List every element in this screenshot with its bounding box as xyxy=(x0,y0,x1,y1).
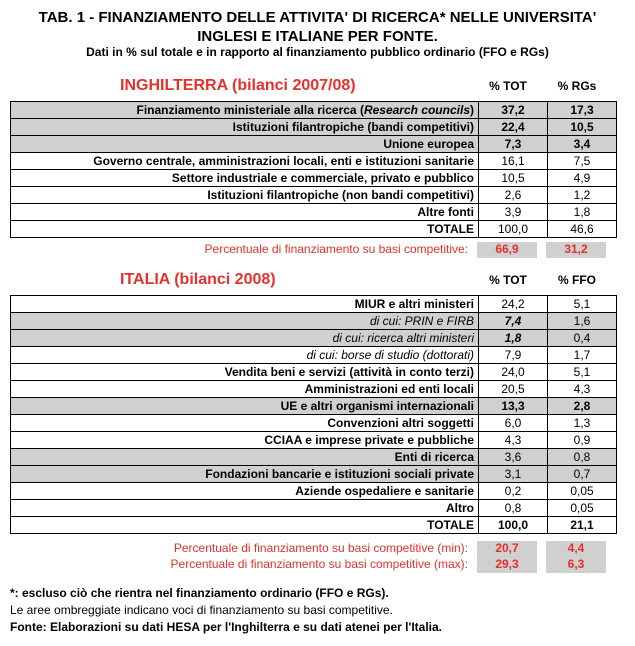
row-label: Vendita beni e servizi (attività in conto terzi) xyxy=(11,364,479,381)
table-row xyxy=(11,170,617,187)
cell-tot: 3,1 xyxy=(479,466,548,483)
footnote-asterisk: *: escluso ciò che rientra nel finanziamento ordinario (FFO e RGs). xyxy=(10,586,389,600)
it-col-rel-header: % FFO xyxy=(558,273,596,287)
cell-rel: 0,8 xyxy=(548,449,617,466)
uk-competitive-summary xyxy=(10,242,623,258)
row-label: Aziende ospedaliere e sanitarie xyxy=(11,483,479,500)
cell-rel: 5,1 xyxy=(548,364,617,381)
cell-rel: 3,4 xyxy=(548,136,617,153)
row-label: Amministrazioni ed enti locali xyxy=(11,381,479,398)
summary-row xyxy=(10,242,623,258)
cell-tot: 100,0 xyxy=(479,221,548,238)
summary-rel: 31,2 xyxy=(546,242,606,258)
table-row xyxy=(11,296,617,313)
row-label: UE e altri organismi internazionali xyxy=(11,398,479,415)
cell-rel: 1,3 xyxy=(548,415,617,432)
uk-col-rel-header: % RGs xyxy=(557,79,597,93)
cell-tot: 37,2 xyxy=(479,102,548,119)
table-row xyxy=(11,330,617,347)
table-title xyxy=(0,8,635,46)
summary-row-min xyxy=(10,541,623,557)
it-col-tot-header: % TOT xyxy=(489,273,527,287)
row-label: di cui: PRIN e FIRB xyxy=(11,313,479,330)
row-label: Enti di ricerca xyxy=(11,449,479,466)
summary-label: Percentuale di finanziamento su basi competitive (max): xyxy=(170,557,468,571)
cell-rel: 0,4 xyxy=(548,330,617,347)
cell-tot: 6,0 xyxy=(479,415,548,432)
cell-rel: 4,9 xyxy=(548,170,617,187)
cell-rel: 1,7 xyxy=(548,347,617,364)
cell-rel: 46,6 xyxy=(548,221,617,238)
cell-tot: 13,3 xyxy=(479,398,548,415)
row-label: Fondazioni bancarie e istituzioni sociali private xyxy=(11,466,479,483)
row-label: di cui: borse di studio (dottorati) xyxy=(11,347,479,364)
table-row xyxy=(11,153,617,170)
cell-rel: 4,3 xyxy=(548,381,617,398)
total-row xyxy=(11,517,617,534)
cell-rel: 1,2 xyxy=(548,187,617,204)
row-label: Settore industriale e commerciale, privato e pubblico xyxy=(11,170,479,187)
row-label: Governo centrale, amministrazioni locali, enti e istituzioni sanitarie xyxy=(11,153,479,170)
cell-rel: 21,1 xyxy=(548,517,617,534)
table-subtitle: Dati in % sul totale e in rapporto al finanziamento pubblico ordinario (FFO e RGs) xyxy=(86,45,549,59)
cell-tot: 100,0 xyxy=(479,517,548,534)
uk-col-tot-header: % TOT xyxy=(489,79,527,93)
summary-rel: 6,3 xyxy=(546,557,606,573)
cell-tot: 7,3 xyxy=(479,136,548,153)
title-line-2: INGLESI E ITALIANE PER FONTE. xyxy=(197,28,438,45)
row-label: Altro xyxy=(11,500,479,517)
row-label: di cui: ricerca altri ministeri xyxy=(11,330,479,347)
summary-label: Percentuale di finanziamento su basi competitive: xyxy=(204,242,468,256)
row-label: MIUR e altri ministeri xyxy=(11,296,479,313)
row-label: Altre fonti xyxy=(11,204,479,221)
it-table xyxy=(10,295,617,534)
table-row xyxy=(11,204,617,221)
cell-tot: 10,5 xyxy=(479,170,548,187)
table-row xyxy=(11,364,617,381)
row-label: CCIAA e imprese private e pubbliche xyxy=(11,432,479,449)
summary-tot: 29,3 xyxy=(477,557,537,573)
cell-tot: 7,4 xyxy=(479,313,548,330)
table-row xyxy=(11,347,617,364)
cell-tot: 22,4 xyxy=(479,119,548,136)
cell-rel: 7,5 xyxy=(548,153,617,170)
cell-tot: 4,3 xyxy=(479,432,548,449)
cell-rel: 17,3 xyxy=(548,102,617,119)
footnotes xyxy=(10,585,442,636)
table-row xyxy=(11,136,617,153)
row-label xyxy=(11,102,479,119)
it-competitive-summary xyxy=(10,541,623,573)
cell-rel: 10,5 xyxy=(548,119,617,136)
row-label: TOTALE xyxy=(11,221,479,238)
cell-tot: 0,8 xyxy=(479,500,548,517)
row-label-italic: Research councils xyxy=(363,102,470,117)
summary-tot: 66,9 xyxy=(477,242,537,258)
summary-rel: 4,4 xyxy=(546,541,606,557)
cell-rel: 1,6 xyxy=(548,313,617,330)
cell-tot: 24,0 xyxy=(479,364,548,381)
title-line-1: TAB. 1 - FINANZIAMENTO DELLE ATTIVITA' DI RICERCA* NELLE UNIVERSITA' xyxy=(38,9,597,26)
cell-tot: 24,2 xyxy=(479,296,548,313)
cell-tot: 3,9 xyxy=(479,204,548,221)
table-row xyxy=(11,381,617,398)
table-row xyxy=(11,466,617,483)
cell-rel: 1,8 xyxy=(548,204,617,221)
cell-tot: 0,2 xyxy=(479,483,548,500)
row-label-part: Finanziamento ministeriale alla ricerca ( xyxy=(136,102,364,117)
footnote-shading: Le aree ombreggiate indicano voci di finanziamento su basi competitive. xyxy=(10,603,393,617)
row-label: Convenzioni altri soggetti xyxy=(11,415,479,432)
table-row xyxy=(11,187,617,204)
uk-heading: INGHILTERRA (bilanci 2007/08) xyxy=(120,77,356,94)
row-label-part: ) xyxy=(470,102,474,117)
cell-rel: 2,8 xyxy=(548,398,617,415)
cell-rel: 5,1 xyxy=(548,296,617,313)
summary-row-max xyxy=(10,557,623,573)
cell-tot: 16,1 xyxy=(479,153,548,170)
cell-rel: 0,05 xyxy=(548,483,617,500)
cell-tot: 3,6 xyxy=(479,449,548,466)
summary-tot: 20,7 xyxy=(477,541,537,557)
cell-tot: 2,6 xyxy=(479,187,548,204)
table-row xyxy=(11,102,617,119)
footnote-source: Fonte: Elaborazioni su dati HESA per l'Inghilterra e su dati atenei per l'Italia. xyxy=(10,620,443,634)
table-row xyxy=(11,449,617,466)
uk-section-header xyxy=(0,77,635,99)
table-row xyxy=(11,432,617,449)
row-label: Istituzioni filantropiche (bandi competitivi) xyxy=(11,119,479,136)
table-row xyxy=(11,119,617,136)
cell-tot: 20,5 xyxy=(479,381,548,398)
row-label: TOTALE xyxy=(11,517,479,534)
table-row xyxy=(11,313,617,330)
row-label: Unione europea xyxy=(11,136,479,153)
cell-rel: 0,05 xyxy=(548,500,617,517)
table-row xyxy=(11,415,617,432)
it-section-header xyxy=(0,271,635,293)
summary-label: Percentuale di finanziamento su basi competitive (min): xyxy=(173,541,468,555)
uk-table xyxy=(10,101,617,238)
cell-rel: 0,9 xyxy=(548,432,617,449)
cell-tot: 1,8 xyxy=(479,330,548,347)
table-row xyxy=(11,483,617,500)
it-heading: ITALIA (bilanci 2008) xyxy=(120,271,276,288)
table-row xyxy=(11,398,617,415)
table-row xyxy=(11,500,617,517)
cell-tot: 7,9 xyxy=(479,347,548,364)
row-label: Istituzioni filantropiche (non bandi competitivi) xyxy=(11,187,479,204)
total-row xyxy=(11,221,617,238)
cell-rel: 0,7 xyxy=(548,466,617,483)
